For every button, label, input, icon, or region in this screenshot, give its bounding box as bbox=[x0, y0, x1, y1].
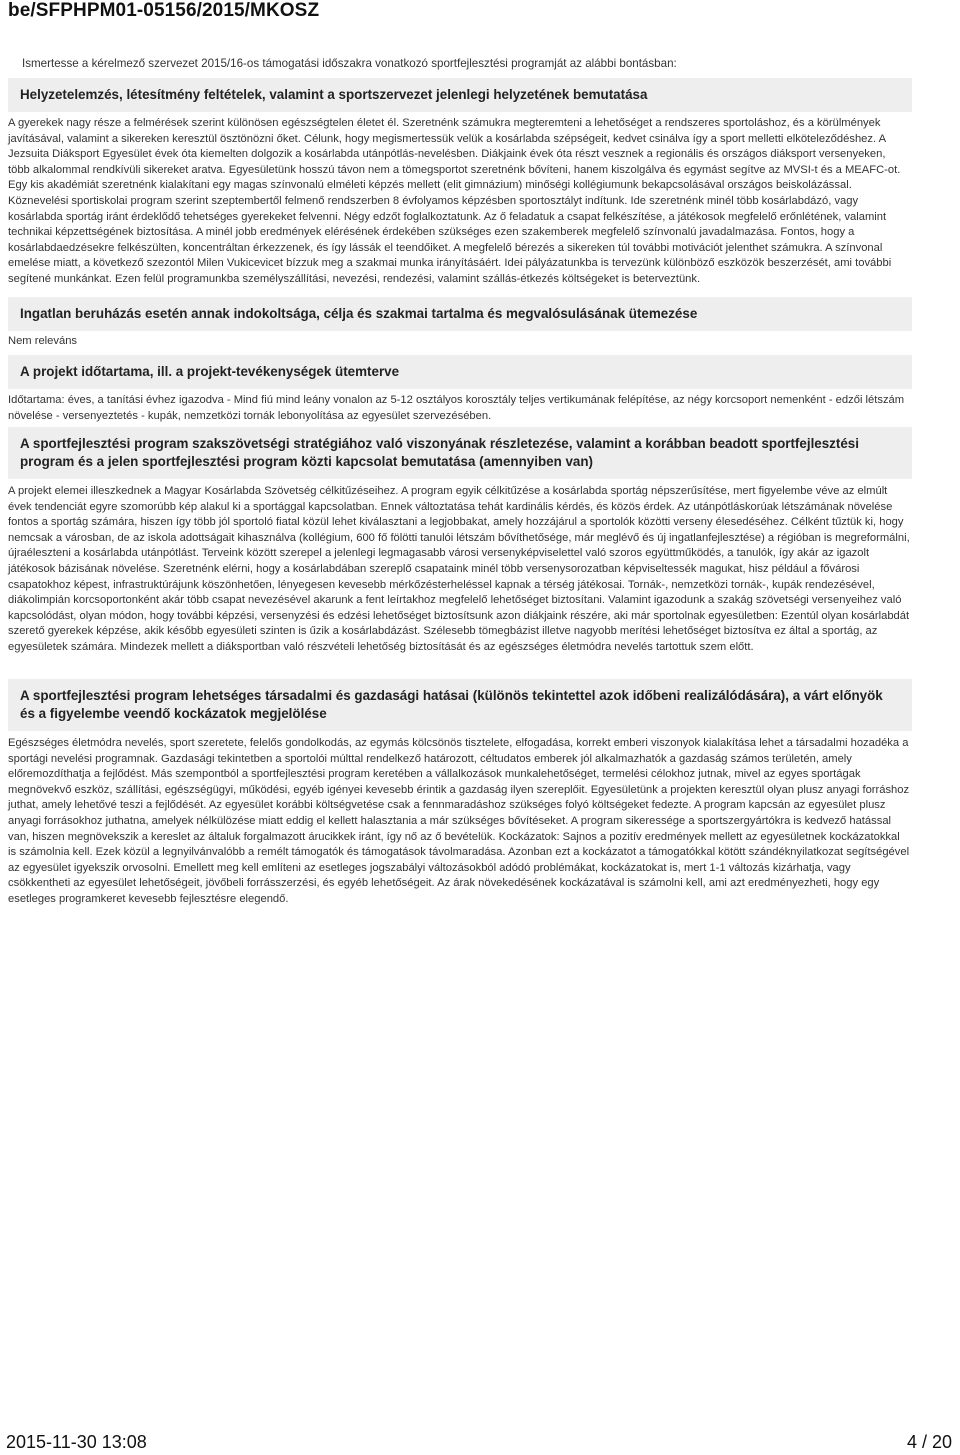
section-heading-real-estate: Ingatlan beruházás esetén annak indokoltsága, célja és szakmai tartalma és megvalósulásának ütemezése bbox=[8, 297, 912, 331]
section-text-impacts: Egészséges életmódra nevelés, sport szeretete, felelős gondolkodás, az egymás kölcsönös tisztelete, elfogadása, korrekt emberi viszonyok kialakítása lehet a társadalmi hozadéka a sportági nevelési programnak. Gazdasági tekintetben a sportolói múlttal rendelkező határozott, céltudatos emberek jól alkalmazhatók a gazdaság számos területén, amely előremozdíthatja a fejlődést. Más szempontból a sportfejlesztési program keretében a vállalkozások munkalehetőséget, termelési célokhoz jutnak, mivel az egyes sportágak megnövekvő eszköz, szállítási, egészségügyi, működési, egyéb igényei kevesebb érintik a gazdaság ilyen szereplőit. Egyesületünk a projekten keresztül olyan plusz anyagi forráshoz juthat, amely lehetővé teszi a fejlődését. Az egyesület korábbi költségvetése csak a fennmaradáshoz szükséges folyó költségeket fedezte. A program kapcsán az egyesület plusz anyagi forrásokhoz juthatna, amelyek nélkülözése miatt eddig el kellett halasztania a már szükséges bővítéseket. A program sikeressége a sportszergyártókra is kedvező hatással van, hiszen megnövekszik a kereslet az általuk forgalmazott árucikkek iránt, így nő az ő bevételük. Kockázatok: Sajnos a pozitív eredmények mellett az egyesületnek kockázatokkal is számolnia kell. Ezek közül a legnyilvánvalóbb a remélt támogatók és támogatások távolmaradása. Azonban ezt a kockázatot a támogatókkal kötött szándéknyilatkozat segítségével az egyesület igyekszik orvosolni. Emellett meg kell említeni az esetleges jogszabályi változásokból adódó problémákat, kockázatokat is, mert 1-1 változás kizárhatja, vagy csökkentheti az egyesület lehetőségeit, jövőbeli forrásszerzési, és egyéb lehetőségeit. Az árak növekedésének kockázatával is számolni kell, ami azt eredményezheti, hogy egy esetleges programkeret kevesebb fejlesztésre elegendő. bbox=[8, 737, 910, 905]
section-heading-situation: Helyzetelemzés, létesítmény feltételek, valamint a sportszervezet jelenlegi helyzetének bemutatása bbox=[8, 78, 912, 112]
section-text-situation: A gyerekek nagy része a felmérések szerint különösen egészségtelen életet él. Szeretnénk számukra megteremteni a lehetőséget a rendszeres sportoláshoz, és a körülmények javításával, valamint a sikereken keresztül ösztönözni őket. Célunk, hogy megismertessük velük a kosárlabda szépségeit, kedvet csinálva így a sport melletti elköteleződéshez. A Jezsuita Diáksport Egyesület évek óta kiemelten dolgozik a kosárlabda utánpótlás-nevelésben. Diákjaink évek óta részt vesznek a regionális és országos diáksport versenyeken, több alkalommal rendkívüli sikereket aratva. Egyesületünk hosszú távon nem a tömegsportot szeretnénk bővíteni, hanem kiszolgálva és egymást segítve az MVSI-t és a MEAFC-ot. Egy kis akadémiát szeretnénk kialakítani egy magas színvonalú elméleti képzés mellett (elit gimnázium) minőségi kollégiumunk bekapcsolásával országos beiskolázással. Köznevelési sportiskolai program szerint szeptembertől felmenő rendszerben 8 évfolyamos képzésben sportosztályt indítunk. Ide szeretnénk minél több kosárlabdázó, vagy kosárlabda sportág iránt érdeklődő tehetséges gyerekeket felvenni. Négy edzőt foglalkoztatunk. Az ő feladatuk a csapat felkészítése, a játékosok megfelelő erőnlétének, valamint technikai képzettségének biztosítása. A minél jobb eredmények elérésének érdekében szükséges ezen szakemberek megfelelő színvonalú javadalmazása. Fontos, hogy a kosárlabdaedzésekre felkészülten, koncentráltan érkezzenek, és így lássák el teendőiket. A megfelelő bérezés a sikereken túl további motivációt jelenthet számukra. A színvonal emelése miatt, a következő szezontól Milen Vukicevicet bízzuk meg a szakmai munka irányításáért. Idei pályázatunkba is tervezünk különböző eszközök beszerzését, ami további segítené munkánkat. Ezen felül programunkba személyszállítási, nevezési, rendezési, valamint szállás-étkezés költségeket is beterveztünk. bbox=[8, 117, 901, 285]
document-id: be/SFPHPM01-05156/2015/MKOSZ bbox=[8, 0, 320, 21]
section-text-timeline: Időtartama: éves, a tanítási évhez igazodva - Mind fiú mind leány vonalon az 5-12 osztályos korosztály teljes vertikumának felépítése, az négy korcsoport nemenként - edzői létszám növelése - versenyeztetés - kupák, nemzetközi tornák lebonyolítása az egyesület szervezésében. bbox=[8, 394, 905, 422]
intro-text: Ismertesse a kérelmező szervezet 2015/16-os támogatási időszakra vonatkozó sportfejlesztési programját az alábbi bontásban: bbox=[22, 57, 677, 70]
section-heading-strategy: A sportfejlesztési program szakszövetségi stratégiához való viszonyának részletezése, valamint a korábban beadott sportfejlesztési program és a jelen sportfejlesztési program közti kapcsolat bemutatása (amennyiben van) bbox=[8, 427, 912, 479]
section-heading-timeline: A projekt időtartama, ill. a projekt-tevékenységek ütemterve bbox=[8, 355, 912, 389]
section-text-real-estate: Nem releváns bbox=[8, 335, 78, 347]
page-number: 4 / 20 bbox=[906, 1432, 952, 1452]
footer-datetime: 2015-11-30 13:08 bbox=[6, 1432, 147, 1452]
section-text-strategy: A projekt elemei illeszkednek a Magyar Kosárlabda Szövetség célkitűzéseihez. A program egyik célkitűzése a kosárlabda sportág népszerűsítése, mert figyelembe véve az elmúlt évek tendenciát egyre szomorúbb kép alakul ki a sportággal kapcsolatban. Ennek változtatása tehát kardinális kérdés, és közös érdek. Az utánpótláskorúak létszámának növelése fontos a sportág számára, hiszen így több jól sportoló fiatal közül lehet kiválasztani a legjobbakat, amely hozzájárul a sportolók közötti verseny élesedéséhez. Célként tűztük ki, hogy nemcsak a városban, de az iskola adottságait kihasználva (kollégium, 600 fő fölötti tanulói létszám bővíthetősége, már meglévő és új ingatlanfejlesztése) a régióban is megreformálni, újraéleszteni a kosárlabda utánpótlást. Terveink között szerepel a jelenlegi legmagasabb városi versenyképviselettel való szoros együttműködés, a tanulók, így akár az igazolt játékosok bázisának növelése. Szeretnénk elérni, hogy a kosárlabdában szereplő csapataink minél több versenysorozatban képviseltessék magukat, hisz például a fővárosi csapatokhoz képest, infrastruktúrájunk köszönhetően, lényegesen kevesebb mérkőzésterheléssel kapnak a térség játékosai. Tornák-, nemzetközi tornák-, kupák rendezésével, diákolimpián korcsoportonként akár több csapat nevezésével akarunk a fent leírtakhoz megfelelő lehetőséget biztosítani. Valamint igazodunk a szakág szövetségi versenyeihez való kapcsolódást, olyan módon, hogy további képzési, versenyzési és edzési lehetőséget biztosítsunk azon diákjaink részére, aki már sportolnak egyesületben: Ezentúl olyan kosárlabdát szerető gyerekek képzése, akik később egyesületi szinten is űzik a kosárlabdázást. Szélesebb tömegbázist illetve nagyobb merítési lehetőséget biztosítva ez által a sportág, az egyesületek számára. Mindezek mellett a diáksportban való részvételi lehetőség biztosítását és az egészséges életmódra nevelés tartottuk szem előtt. bbox=[8, 485, 910, 653]
section-heading-impacts: A sportfejlesztési program lehetséges társadalmi és gazdasági hatásai (különös tekintettel azok időbeni realizálódására), a várt előnyök és a figyelembe veendő kockázatok megjelölése bbox=[8, 679, 912, 731]
